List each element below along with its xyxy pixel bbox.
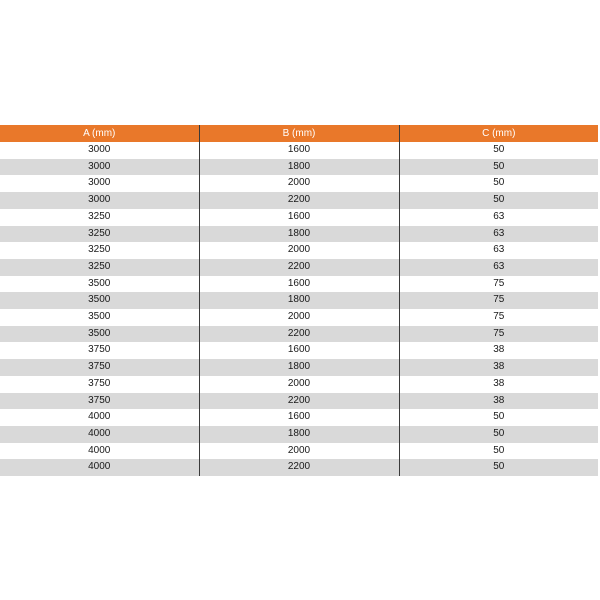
- table-cell-c: 75: [399, 326, 598, 343]
- table-cell-b: 2200: [199, 192, 399, 209]
- table-cell-c: 38: [399, 376, 598, 393]
- table-cell-a: 3000: [88, 177, 111, 189]
- table-body: [0, 142, 598, 476]
- table-cell-b: 2000: [199, 242, 399, 259]
- table-cell-a: 3750: [0, 359, 199, 376]
- table-cell-c: 50: [399, 192, 598, 209]
- table-row: [0, 459, 598, 476]
- table-cell-a: 3500: [88, 311, 111, 323]
- table-row: [0, 393, 598, 410]
- table-header-row: [0, 125, 598, 142]
- table-row: [0, 309, 598, 326]
- column-header-c: C (mm): [399, 125, 598, 142]
- table-cell-a: 3750: [0, 393, 199, 410]
- table-cell-c: 38: [399, 342, 598, 359]
- table-cell-c: 75: [399, 292, 598, 309]
- table-cell-b: 2200: [199, 326, 399, 343]
- table-row: [0, 342, 598, 359]
- table-cell-a: 3000: [0, 192, 199, 209]
- table-cell-b: 1800: [199, 426, 399, 443]
- table-cell-b: 1600: [199, 209, 399, 226]
- table-row: [0, 376, 598, 393]
- table-cell-a: 3250: [0, 259, 199, 276]
- table-cell-c: 50: [399, 459, 598, 476]
- table-row: [0, 409, 598, 426]
- table-cell-b: 2000: [199, 443, 399, 460]
- table-cell-b: 2200: [199, 259, 399, 276]
- table-cell-b: 2000: [199, 309, 399, 326]
- table-row: [0, 359, 598, 376]
- dimensions-table: [0, 125, 598, 476]
- table-row: [0, 209, 598, 226]
- table-cell-c: 63: [399, 209, 598, 226]
- table-cell-c: 63: [399, 242, 598, 259]
- table-cell-a: 3750: [88, 377, 111, 389]
- table-cell-a: 4000: [88, 411, 111, 423]
- table-cell-b: 2200: [199, 393, 399, 410]
- table-cell-c: 50: [399, 142, 598, 159]
- table-cell-b: 2000: [199, 376, 399, 393]
- column-header-a: A (mm): [0, 125, 199, 142]
- table-row: [0, 226, 598, 243]
- table-row: [0, 276, 598, 293]
- table-cell-a: 3500: [0, 326, 199, 343]
- table-cell-c: 50: [399, 159, 598, 176]
- table-cell-b: 2000: [199, 175, 399, 192]
- table-cell-c: 75: [399, 276, 598, 293]
- table-cell-c: 38: [399, 359, 598, 376]
- table-row: [0, 259, 598, 276]
- table-cell-c: 75: [399, 309, 598, 326]
- table-cell-a: 3250: [88, 244, 111, 256]
- table-cell-c: 50: [399, 443, 598, 460]
- table-cell-a: 3000: [88, 144, 111, 155]
- table-cell-b: 1800: [199, 226, 399, 243]
- table-cell-c: 38: [399, 393, 598, 410]
- table-row: [0, 292, 598, 309]
- table-row: [0, 426, 598, 443]
- table-cell-a: 4000: [0, 426, 199, 443]
- table-cell-b: 1600: [199, 342, 399, 359]
- table-cell-b: 1600: [199, 276, 399, 293]
- table-cell-b: 1800: [199, 159, 399, 176]
- table-cell-a: 4000: [88, 444, 111, 456]
- table-cell-c: 50: [399, 426, 598, 443]
- table-cell-c: 50: [399, 409, 598, 426]
- table-cell-c: 63: [399, 226, 598, 243]
- table-cell-a: 3250: [88, 210, 111, 222]
- table-cell-a: 3500: [88, 277, 111, 289]
- column-header-b: B (mm): [199, 125, 399, 142]
- table-row: [0, 326, 598, 343]
- table-row: [0, 142, 598, 159]
- table-cell-c: 50: [399, 175, 598, 192]
- table-cell-b: 1800: [199, 292, 399, 309]
- table-row: [0, 175, 598, 192]
- table-cell-a: 3000: [0, 159, 199, 176]
- table-row: [0, 242, 598, 259]
- table-cell-b: 1600: [199, 142, 399, 159]
- table-row: [0, 192, 598, 209]
- table-cell-b: 2200: [199, 459, 399, 476]
- table-cell-a: 3750: [88, 344, 111, 356]
- table-cell-a: 3500: [0, 292, 199, 309]
- table-row: [0, 443, 598, 460]
- table-cell-b: 1800: [199, 359, 399, 376]
- table-cell-c: 63: [399, 259, 598, 276]
- table-cell-b: 1600: [199, 409, 399, 426]
- table-row: [0, 159, 598, 176]
- table-cell-a: 3250: [0, 226, 199, 243]
- table-cell-a: 4000: [0, 459, 199, 476]
